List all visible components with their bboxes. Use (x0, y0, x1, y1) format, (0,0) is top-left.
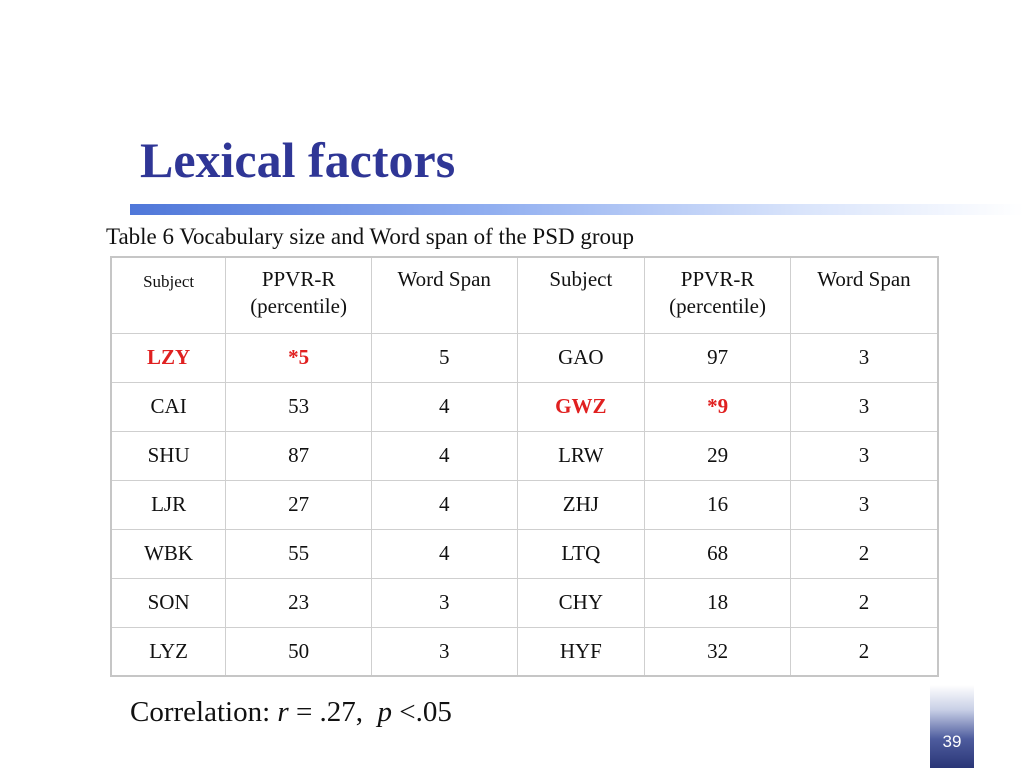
ppvr-cell: 16 (645, 480, 791, 529)
ppvr-cell: 27 (226, 480, 372, 529)
ppvr-cell: 68 (645, 529, 791, 578)
header-word-span-2: Word Span (790, 257, 938, 333)
table-row (111, 333, 938, 382)
ppvr-cell: 55 (226, 529, 372, 578)
subject-cell: SHU (111, 431, 226, 480)
subject-cell: ZHJ (517, 480, 645, 529)
page-number-badge (930, 685, 974, 768)
ppvr-cell: *9 (645, 382, 791, 431)
table-row (111, 529, 938, 578)
word-span-cell: 2 (790, 627, 938, 676)
r-symbol: r (277, 696, 289, 728)
title-underline-rule (130, 204, 1024, 215)
word-span-cell: 3 (371, 578, 517, 627)
table-caption: Table 6 Vocabulary size and Word span of the PSD group (106, 224, 635, 249)
subject-cell: GWZ (517, 382, 645, 431)
word-span-cell: 3 (790, 333, 938, 382)
ppvr-cell: 29 (645, 431, 791, 480)
header-ppvr-1: PPVR-R (percentile) (226, 257, 372, 333)
header-word-span-1: Word Span (371, 257, 517, 333)
vocabulary-table (110, 256, 939, 677)
slide-title: Lexical factors (140, 132, 456, 188)
word-span-cell: 4 (371, 480, 517, 529)
p-symbol: p (377, 696, 393, 728)
word-span-cell: 3 (790, 480, 938, 529)
subject-cell: GAO (517, 333, 645, 382)
word-span-cell: 5 (371, 333, 517, 382)
table-header-row (111, 257, 938, 333)
word-span-cell: 4 (371, 529, 517, 578)
subject-cell: WBK (111, 529, 226, 578)
subject-cell: LTQ (517, 529, 645, 578)
subject-cell: LZY (111, 333, 226, 382)
subject-cell: CHY (517, 578, 645, 627)
ppvr-cell: 23 (226, 578, 372, 627)
table-row (111, 382, 938, 431)
correlation-statement (130, 694, 452, 730)
word-span-cell: 3 (790, 431, 938, 480)
ppvr-cell: 32 (645, 627, 791, 676)
word-span-cell: 4 (371, 382, 517, 431)
ppvr-cell: 18 (645, 578, 791, 627)
ppvr-cell: 53 (226, 382, 372, 431)
ppvr-cell: 97 (645, 333, 791, 382)
ppvr-cell: 50 (226, 627, 372, 676)
table-body (111, 257, 938, 676)
r-value: = .27, (288, 696, 378, 728)
subject-cell: LJR (111, 480, 226, 529)
word-span-cell: 4 (371, 431, 517, 480)
subject-cell: SON (111, 578, 226, 627)
table-row (111, 578, 938, 627)
word-span-cell: 2 (790, 578, 938, 627)
page-number: 39 (942, 732, 962, 751)
word-span-cell: 3 (790, 382, 938, 431)
header-subject-2: Subject (517, 257, 645, 333)
ppvr-cell: 87 (226, 431, 372, 480)
correlation-label: Correlation: (130, 696, 278, 728)
header-ppvr-2: PPVR-R (percentile) (645, 257, 791, 333)
word-span-cell: 3 (371, 627, 517, 676)
p-value: <.05 (392, 696, 452, 728)
subject-cell: LYZ (111, 627, 226, 676)
table-row (111, 627, 938, 676)
subject-cell: LRW (517, 431, 645, 480)
subject-cell: HYF (517, 627, 645, 676)
header-subject-1: Subject (111, 257, 226, 333)
subject-cell: CAI (111, 382, 226, 431)
word-span-cell: 2 (790, 529, 938, 578)
ppvr-cell: *5 (226, 333, 372, 382)
table-row (111, 480, 938, 529)
table-row (111, 431, 938, 480)
